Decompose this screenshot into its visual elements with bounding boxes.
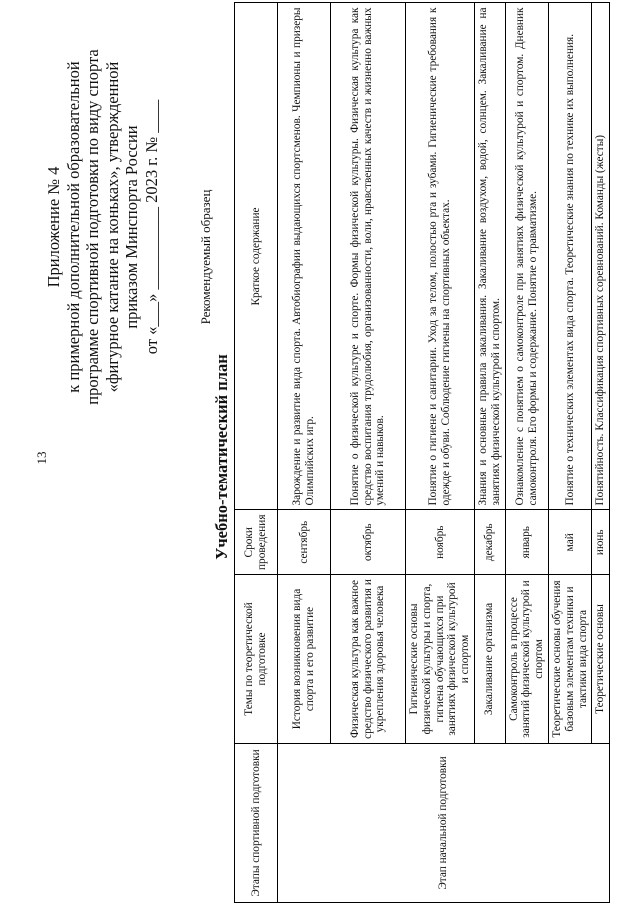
stage-cell: Этап начальной подготовки bbox=[278, 744, 610, 903]
topic-cell: Теоретические основы обучения базовым элементам техники и тактики вида спорта bbox=[548, 575, 591, 744]
topic-cell: Физическая культура как важное средство физического развития и укрепления здоровья человека bbox=[331, 575, 406, 744]
annex-line: «фигурное катание на коньках», утвержденной bbox=[102, 61, 122, 393]
content-cell: Ознакомление с понятием о самоконтроле при занятиях физической культурой и спортом. Дневник самоконтроля. Его формы и содержание. Понятие о травматизме. bbox=[505, 3, 548, 510]
topic-cell: Закаливание организма bbox=[474, 575, 505, 744]
header-topic: Темы по теоретической подготовке bbox=[235, 575, 278, 744]
content-cell: Понятие о гигиене и санитарии. Уход за телом, полостью рта и зубами. Гигиенические требования к одежде и обуви. Соблюдение гигиены на спортивных объектах. bbox=[406, 3, 475, 510]
content-cell: Понятие о технических элементах вида спорта. Теоретические знания по технике их выполнения. bbox=[548, 3, 591, 510]
header-content: Краткое содержание bbox=[235, 3, 278, 510]
recommended-label: Рекомендуемый образец bbox=[198, 189, 213, 325]
table-row bbox=[278, 3, 331, 903]
content-cell: Зарождение и развитие вида спорта. Автобиографии выдающихся спортсменов. Чемпионы и призеры Олимпийских игр. bbox=[278, 3, 331, 510]
topic-cell: Самоконтроль в процессе занятий физической культурой и спортом bbox=[505, 575, 548, 744]
term-cell: ноябрь bbox=[406, 510, 475, 575]
content-cell: Понятие о физической культуре и спорте. Формы физической культуры. Физическая культура как средство воспитания трудолюбия, организованности, воли, нравственных качеств и жизненно важных умений и навыков. bbox=[331, 3, 406, 510]
term-cell: октябрь bbox=[331, 510, 406, 575]
annex-line: программе спортивной подготовки по виду спорта bbox=[83, 49, 102, 405]
content-cell: Понятийность. Классификация спортивных соревнований. Команды (жесты) bbox=[592, 3, 610, 510]
plan-table bbox=[234, 2, 610, 903]
term-cell: сентябрь bbox=[278, 510, 331, 575]
header-stage: Этапы спортивной подготовки bbox=[235, 744, 278, 903]
annex-title: Приложение № 4 bbox=[44, 166, 63, 288]
topic-cell: Теоретические основы bbox=[592, 575, 610, 744]
term-cell: май bbox=[548, 510, 591, 575]
page-number: 13 bbox=[34, 451, 49, 465]
plan-title: Учебно-тематический план bbox=[212, 354, 231, 560]
annex-line: приказом Минспорта России bbox=[122, 125, 141, 329]
topic-cell: История возникновения вида спорта и его развитие bbox=[278, 575, 331, 744]
term-cell: июнь bbox=[592, 510, 610, 575]
term-cell: декабрь bbox=[474, 510, 505, 575]
table-header-row bbox=[235, 3, 278, 903]
content-cell: Знания и основные правила закаливания. Закаливание воздухом, водой, солнцем. Закаливание на занятиях физической культурой и спортом. bbox=[474, 3, 505, 510]
annex-header bbox=[44, 17, 161, 437]
header-term: Сроки проведения bbox=[235, 510, 278, 575]
annex-line: от «___» __________ 2023 г. № ____ bbox=[141, 99, 161, 355]
annex-line: к примерной дополнительной образовательной bbox=[63, 61, 83, 393]
topic-cell: Гигиенические основы физической культуры и спорта, гигиена обучающихся при занятиях физической культурой и спортом bbox=[406, 575, 475, 744]
term-cell: январь bbox=[505, 510, 548, 575]
